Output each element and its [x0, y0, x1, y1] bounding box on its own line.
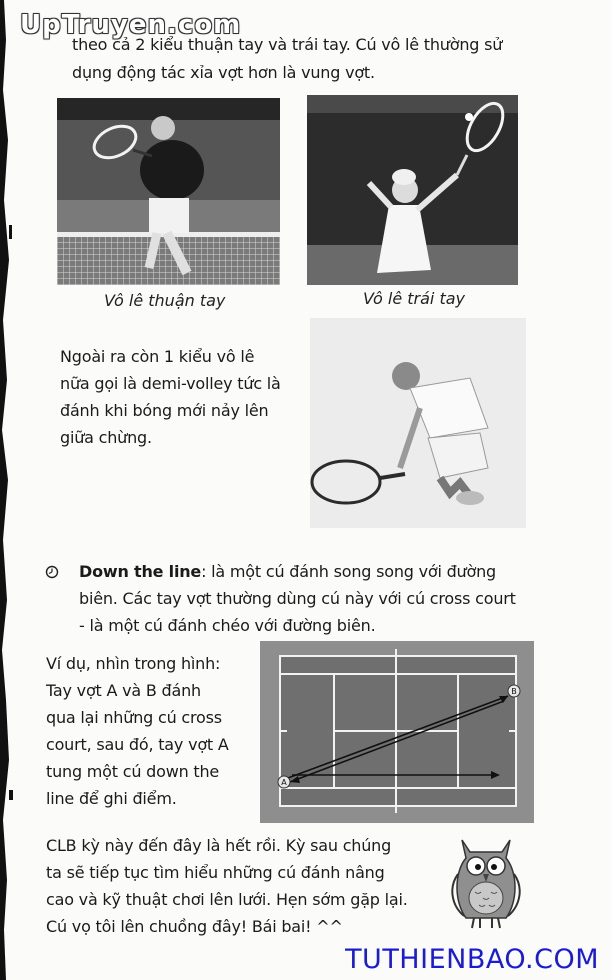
caption-backhand-volley: Vô lê trái tay — [363, 289, 465, 308]
watermark-uptruyen: UpTruyen.com — [20, 10, 242, 40]
example-line-6: line để ghi điểm. — [46, 789, 177, 808]
clock-bullet-icon — [45, 565, 59, 579]
player-b-label: B — [511, 687, 517, 696]
intro-line-1: theo cả 2 kiểu thuận tay và trái tay. Cú vô lê thường sử — [72, 35, 503, 54]
watermark-tuthienbao: TUTHIENBAO.COM — [345, 944, 599, 975]
demi-volley-line-4: giữa chừng. — [60, 428, 152, 447]
example-line-3: qua lại những cú cross — [46, 708, 222, 727]
down-the-line-line-3: - là một cú đánh chéo với đường biên. — [79, 616, 376, 635]
down-the-line-line-2: biên. Các tay vợt thường dùng cú này với cú cross court — [79, 589, 516, 608]
closing-line-1: CLB kỳ này đến đây là hết rồi. Kỳ sau chúng — [46, 836, 392, 855]
example-line-5: tung một cú down the — [46, 762, 220, 781]
down-the-line-line-1 — [79, 558, 496, 586]
closing-line-3: cao và kỹ thuật chơi lên lưới. Hẹn sớm gặp lại. — [46, 890, 408, 909]
down-the-line-definition: : là một cú đánh song song với đường — [201, 562, 496, 581]
torn-page-edge — [0, 0, 14, 980]
demi-volley-line-2: nữa gọi là demi-volley tức là — [60, 374, 281, 393]
owl-mascot-icon — [448, 832, 524, 932]
caption-forehand-volley: Vô lê thuận tay — [104, 291, 226, 310]
player-a-label: A — [281, 778, 287, 787]
closing-line-2: ta sẽ tiếp tục tìm hiểu những cú đánh nâng — [46, 863, 385, 882]
term-down-the-line: Down the line — [79, 562, 202, 581]
intro-line-2: dụng động tác xỉa vợt hơn là vung vợt. — [72, 63, 375, 82]
example-line-1: Ví dụ, nhìn trong hình: — [46, 654, 221, 673]
photo-backhand-volley — [307, 95, 518, 285]
demi-volley-line-1: Ngoài ra còn 1 kiểu vô lê — [60, 347, 255, 366]
example-line-2: Tay vợt A và B đánh — [46, 681, 201, 700]
example-line-4: court, sau đó, tay vợt A — [46, 735, 229, 754]
photo-demi-volley — [310, 318, 526, 528]
closing-line-4: Cú vọ tôi lên chuồng đây! Bái bai! ^^ — [46, 917, 343, 936]
photo-forehand-volley — [57, 98, 280, 285]
demi-volley-line-3: đánh khi bóng mới nảy lên — [60, 401, 269, 420]
court-diagram — [260, 641, 534, 823]
